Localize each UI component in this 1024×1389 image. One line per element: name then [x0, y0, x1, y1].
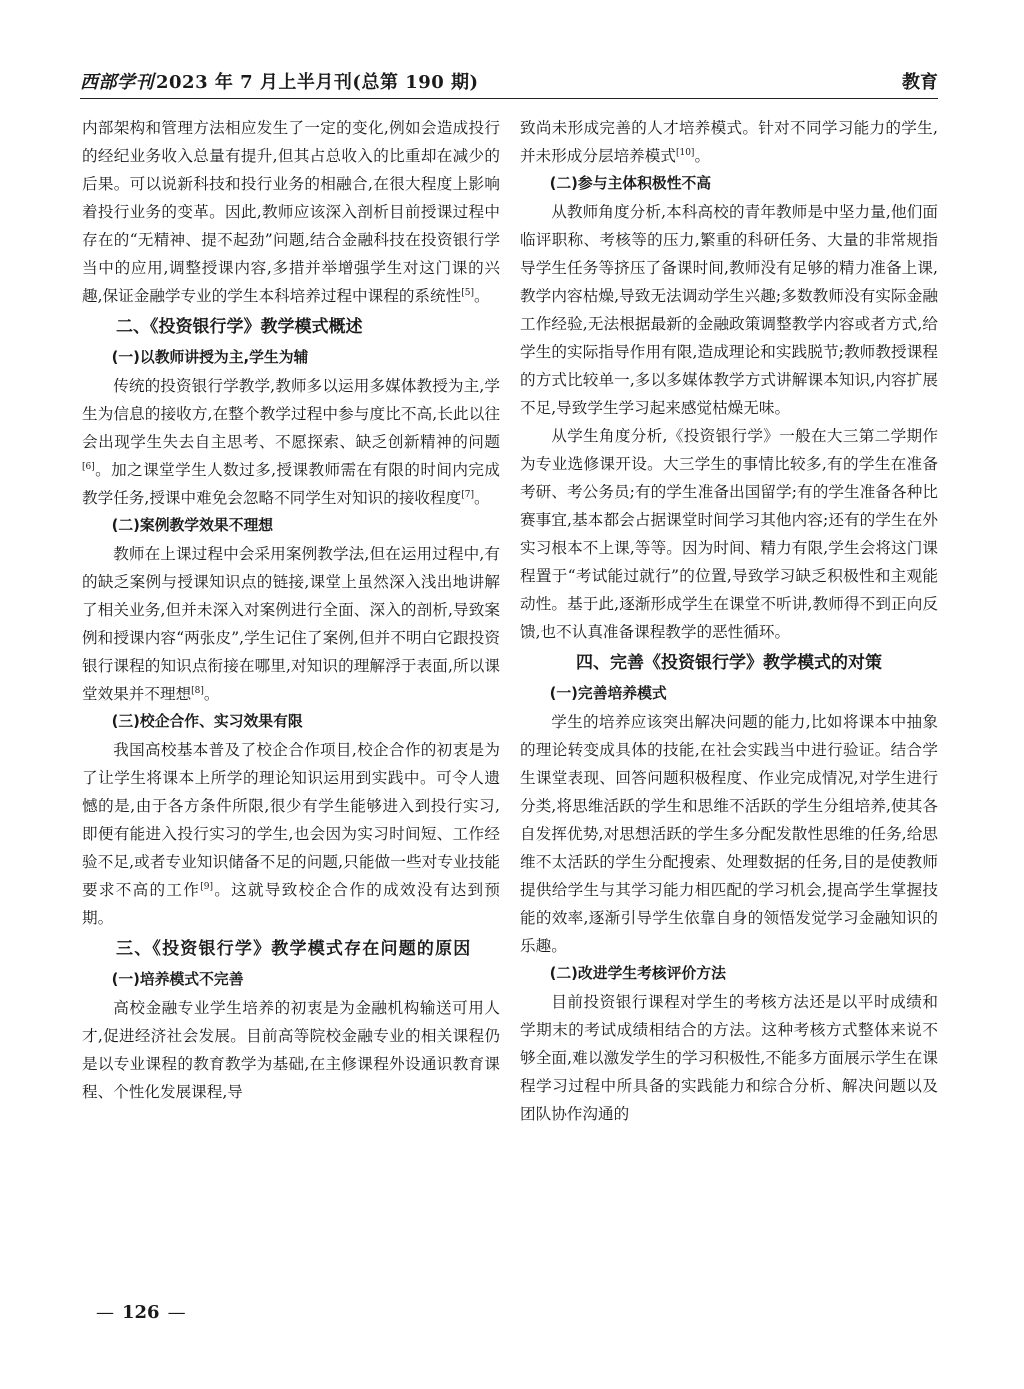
paragraph: 内部架构和管理方法相应发生了一定的变化,例如会造成投行的经纪业务收入总量有提升,但其占总收入的比重却在减少的后果。可以说新科技和投行业务的相融合,在很大程度上影响着投行业务的变革。因此,教师应该深入剖析目前授课过程中存在的“无精神、提不起劲”问题,结合金融科技在投资银行学当中的应用,调整授课内容,多措并举增强学生对这门课的兴趣,保证金融学专业的学生本科培养过程中课程的系统性[5]。 [82, 119, 500, 305]
running-header [80, 64, 938, 99]
paragraph: 从学生角度分析,《投资银行学》一般在大三第二学期作为专业选修课开设。大三学生的事情比较多,有的学生在准备考研、考公务员;有的学生准备出国留学;有的学生准备各种比赛事宜,基本都会占据课堂时间学习其他内容;还有的学生在外实习根本不上课,等等。因为时间、精力有限,学生会将这门课程置于“考试能过就行”的位置,导致学习缺乏积极性和主观能动性。基于此,逐渐形成学生在课堂不听讲,教师得不到正向反馈,也不认真准备课程教学的恶性循环。 [520, 427, 938, 641]
subsection-heading: (一)培养模式不完善 [111, 971, 244, 988]
subsection-heading: (二)案例教学效果不理想 [111, 517, 274, 534]
section-label: 教育 [902, 72, 938, 93]
paragraph: 从教师角度分析,本科高校的青年教师是中坚力量,他们面临评职称、考核等的压力,繁重的科研任务、大量的非常规指导学生任务等挤压了备课时间,教师没有足够的精力准备上课,教学内容枯燥,导致无法调动学生兴趣;多数教师没有实际金融工作经验,无法根据最新的金融政策调整教学内容或者方式,给学生的实际指导作用有限,造成理论和实践脱节;教师教授课程的方式比较单一,多以多媒体教学方式讲解课本知识,内容扩展不足,导致学生学习起来感觉枯燥无味。 [520, 203, 938, 417]
paragraph: 学生的培养应该突出解决问题的能力,比如将课本中抽象的理论转变成具体的技能,在社会实践当中进行验证。结合学生课堂表现、回答问题积极程度、作业完成情况,对学生进行分类,将思维活跃的学生和思维不活跃的学生分组培养,使其各自发挥优势,对思想活跃的学生多分配发散性思维的任务,给思维不太活跃的学生分配搜索、处理数据的任务,目的是使教师提供给学生与其学习能力相匹配的学习机会,提高学生掌握技能的效率,逐渐引导学生依靠自身的领悟发觉学习金融知识的乐趣。 [520, 713, 938, 955]
paragraph: 目前投资银行课程对学生的考核方法还是以平时成绩和学期末的考试成绩相结合的方法。这种考核方式整体来说不够全面,难以激发学生的学习积极性,不能多方面展示学生在课程学习过程中所具备的实践能力和综合分析、解决问题以及团队协作沟通的 [520, 993, 938, 1123]
section-heading: 三、《投资银行学》教学模式存在问题的原因 [116, 939, 472, 959]
section-heading: 四、完善《投资银行学》教学模式的对策 [576, 653, 882, 673]
citation: [8] [191, 686, 204, 696]
subsection-heading: (一)以教师讲授为主,学生为辅 [111, 349, 309, 366]
citation: [5] [461, 288, 474, 298]
page-number: 126 [122, 1302, 160, 1323]
paragraph: 传统的投资银行学教学,教师多以运用多媒体教授为主,学生为信息的接收方,在整个教学过程中参与度比不高,长此以往会出现学生失去自主思考、不愿探索、缺乏创新精神的问题[6]。加之课堂学生人数过多,授课教师需在有限的时间内完成教学任务,授课中难免会忽略不同学生对知识的接收程度[7]。 [82, 377, 500, 507]
issue-label: 2023 年 7 月上半月刊(总第 190 期) [156, 72, 479, 93]
page-footer: — 126 — [96, 1302, 186, 1323]
subsection-heading: (二)参与主体积极性不高 [549, 175, 712, 192]
section-heading: 二、《投资银行学》教学模式概述 [116, 317, 363, 337]
subsection-heading: (二)改进学生考核评价方法 [549, 965, 726, 982]
citation: [6] [82, 462, 95, 472]
citation: [10] [675, 148, 695, 158]
paragraph: 致尚未形成完善的人才培养模式。针对不同学习能力的学生,并未形成分层培养模式[10]。 [520, 119, 938, 165]
left-column [82, 114, 500, 1106]
paragraph: 我国高校基本普及了校企合作项目,校企合作的初衷是为了让学生将课本上所学的理论知识运用到实践中。可令人遗憾的是,由于各方条件所限,很少有学生能够进入到投行实习,即便有能进入投行实习的学生,也会因为实习时间短、工作经验不足,或者专业知识储备不足的问题,只能做一些对专业技能要求不高的工作[9]。这就导致校企合作的成效没有达到预期。 [82, 741, 500, 927]
subsection-heading: (一)完善培养模式 [549, 685, 667, 702]
subsection-heading: (三)校企合作、实习效果有限 [111, 713, 303, 730]
paragraph: 高校金融专业学生培养的初衷是为金融机构输送可用人才,促进经济社会发展。目前高等院校金融专业的相关课程仍是以专业课程的教育教学为基础,在主修课程外设通识教育课程、个性化发展课程,导 [82, 999, 500, 1101]
journal-issue [80, 68, 479, 98]
paragraph: 教师在上课过程中会采用案例教学法,但在运用过程中,有的缺乏案例与授课知识点的链接,课堂上虽然深入浅出地讲解了相关业务,但并未深入对案例进行全面、深入的剖析,导致案例和授课内容“两张皮”,学生记住了案例,但并不明白它跟投资银行课程的知识点衔接在哪里,对知识的理解浮于表面,所以课堂效果并不理想[8]。 [82, 545, 500, 703]
right-column [520, 114, 938, 1128]
citation: [9] [200, 882, 213, 892]
journal-logo: 西部学刊 [80, 72, 154, 93]
citation: [7] [461, 490, 474, 500]
